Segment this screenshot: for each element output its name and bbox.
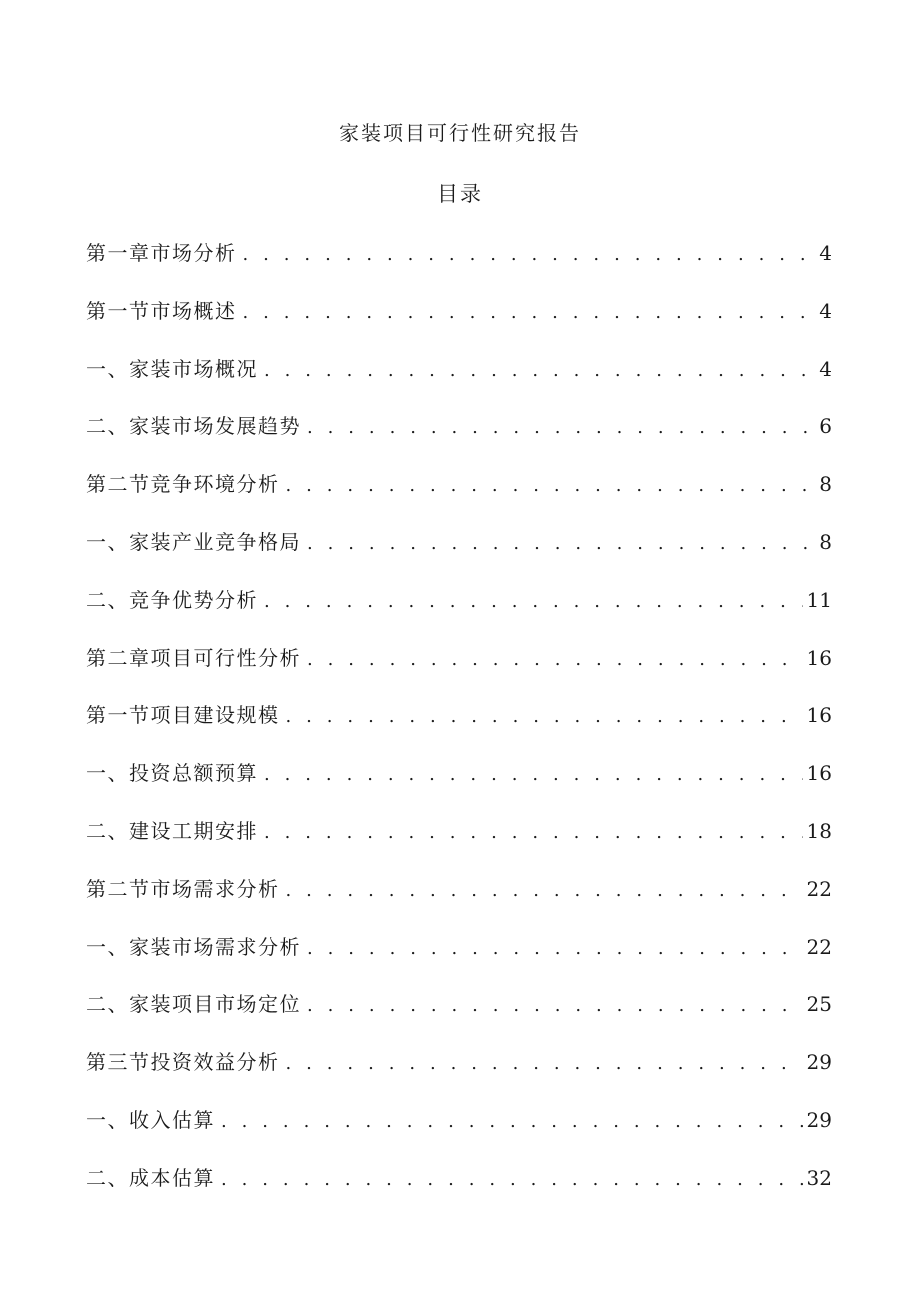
- toc-dot-leader: [307, 412, 815, 444]
- toc-entry-label: 第一章市场分析: [86, 241, 237, 265]
- toc-entry[interactable]: [86, 353, 832, 411]
- toc-entry-page: 29: [806, 1107, 832, 1132]
- toc-entry-label: 一、家装市场需求分析: [86, 934, 301, 959]
- toc-entry-page: 16: [806, 761, 832, 786]
- toc-entry[interactable]: [86, 526, 832, 584]
- toc-entry-page: 32: [806, 1165, 832, 1190]
- toc-entry-page: 6: [819, 414, 832, 439]
- toc-entry-label: 一、投资总额预算: [86, 761, 258, 786]
- toc-entry-page: 22: [806, 876, 832, 901]
- toc-entry-page: 8: [819, 529, 832, 554]
- toc-entry[interactable]: [86, 1162, 832, 1220]
- toc-entry-page: 29: [806, 1050, 832, 1075]
- toc-entry[interactable]: [86, 295, 832, 353]
- toc-dot-leader: [221, 1106, 803, 1138]
- toc-entry-page: 22: [806, 934, 832, 959]
- toc-dot-leader: [286, 701, 803, 733]
- toc-entry-label: 第二章项目可行性分析: [86, 645, 301, 670]
- toc-entry-label: 第二节市场需求分析: [86, 876, 280, 901]
- toc-entry-page: 18: [806, 818, 832, 843]
- toc-dot-leader: [264, 817, 803, 849]
- toc-dot-leader: [286, 875, 803, 907]
- toc-heading: 目录: [437, 182, 483, 206]
- toc-entry-label: 第三节投资效益分析: [86, 1050, 280, 1075]
- toc-entry[interactable]: [86, 757, 832, 815]
- toc-entry-label: 一、家装产业竞争格局: [86, 529, 301, 554]
- toc-entry[interactable]: [86, 931, 832, 989]
- toc-entry-page: 4: [819, 356, 832, 381]
- toc-entry-label: 二、家装项目市场定位: [86, 992, 301, 1017]
- toc-entry-page: 4: [819, 241, 832, 265]
- toc-dot-leader: [243, 239, 816, 271]
- document-title: 家装项目可行性研究报告: [339, 121, 581, 145]
- toc-entry[interactable]: [86, 237, 832, 295]
- toc-dot-leader: [264, 759, 803, 791]
- toc-entry-label: 二、竞争优势分析: [86, 587, 258, 612]
- toc-entry[interactable]: [86, 1046, 832, 1104]
- toc-dot-leader: [307, 990, 803, 1022]
- toc-entry[interactable]: [86, 873, 832, 931]
- toc-entry-label: 第一节项目建设规模: [86, 703, 280, 728]
- table-of-contents: [86, 237, 832, 1220]
- toc-entry-label: 二、家装市场发展趋势: [86, 414, 301, 439]
- toc-entry-page: 16: [806, 703, 832, 728]
- toc-entry-page: 4: [819, 298, 832, 323]
- toc-entry-page: 16: [806, 645, 832, 670]
- toc-entry[interactable]: [86, 1104, 832, 1162]
- toc-entry-label: 第二节竞争环境分析: [86, 472, 280, 497]
- toc-dot-leader: [307, 644, 803, 676]
- toc-entry-label: 二、成本估算: [86, 1165, 215, 1190]
- toc-entry-page: 25: [806, 992, 832, 1017]
- toc-entry[interactable]: [86, 815, 832, 873]
- toc-dot-leader: [286, 470, 816, 502]
- toc-dot-leader: [264, 355, 815, 387]
- toc-entry-page: 11: [806, 587, 832, 612]
- toc-entry[interactable]: [86, 988, 832, 1046]
- toc-entry[interactable]: [86, 584, 832, 642]
- toc-dot-leader: [307, 933, 803, 965]
- toc-entry[interactable]: [86, 410, 832, 468]
- toc-dot-leader: [286, 1048, 803, 1080]
- toc-entry[interactable]: [86, 699, 832, 757]
- toc-entry[interactable]: [86, 468, 832, 526]
- toc-dot-leader: [221, 1164, 803, 1196]
- toc-dot-leader: [243, 297, 816, 329]
- toc-entry-label: 一、收入估算: [86, 1107, 215, 1132]
- toc-entry-label: 第一节市场概述: [86, 298, 237, 323]
- toc-dot-leader: [264, 586, 803, 618]
- toc-entry-page: 8: [819, 472, 832, 497]
- toc-entry[interactable]: [86, 642, 832, 700]
- toc-entry-label: 二、建设工期安排: [86, 818, 258, 843]
- toc-entry-label: 一、家装市场概况: [86, 356, 258, 381]
- toc-dot-leader: [307, 528, 815, 560]
